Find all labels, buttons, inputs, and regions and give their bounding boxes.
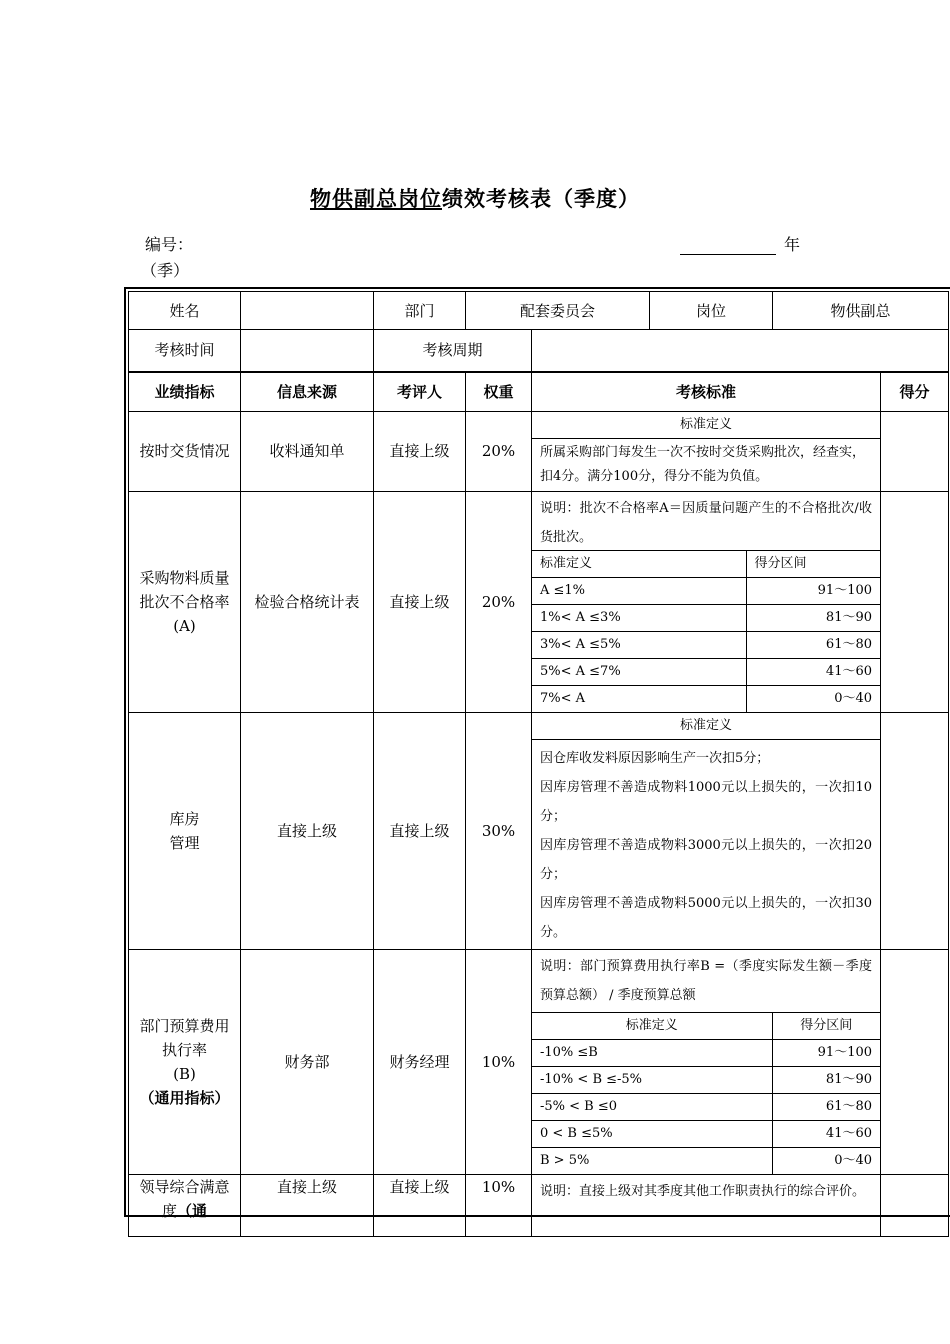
std-note: 说明：直接上级对其季度其他工作职责执行的综合评价。 — [540, 1183, 866, 1199]
header-indicator: 业绩指标 — [129, 372, 241, 412]
post-value: 物供副总 — [773, 292, 949, 330]
grade-range: 61～80 — [772, 1093, 880, 1120]
appraisal-table — [128, 291, 949, 1237]
grade-range: 61～80 — [746, 631, 880, 658]
grade-def: -5% < B ≤0 — [532, 1093, 772, 1120]
indicator-text: 领导综合满意度 — [139, 1177, 230, 1220]
evaluator-cell: 直接上级 — [374, 712, 466, 949]
standard-cell — [532, 411, 881, 491]
time-label: 考核时间 — [129, 330, 241, 372]
grade-def: A ≤1% — [532, 577, 746, 604]
weight-cell: 20% — [466, 491, 532, 712]
grade-range: 0～40 — [772, 1147, 880, 1174]
std-line: 因库房管理不善造成物料5000元以上损失的，一次扣30分。 — [540, 895, 873, 940]
source-cell: 财务部 — [241, 949, 374, 1174]
title-underlined: 物供副总岗位 — [310, 186, 442, 211]
indicator-bold: （通用指标） — [139, 1088, 230, 1107]
std-line: 因库房管理不善造成物料1000元以上损失的，一次扣10分； — [540, 779, 873, 824]
page-title — [0, 183, 950, 213]
evaluator-cell: 直接上级 — [374, 1174, 466, 1236]
col-range: 得分区间 — [772, 1013, 880, 1040]
col-def: 标准定义 — [532, 1013, 772, 1040]
info-row-2 — [129, 330, 949, 372]
header-source: 信息来源 — [241, 372, 374, 412]
std-note: 说明：批次不合格率A＝因质量问题产生的不合格批次/收货批次。 — [532, 492, 880, 551]
title-rest: 绩效考核表（季度） — [442, 186, 640, 211]
indicator-bold: （通 — [177, 1201, 208, 1220]
info-row-1 — [129, 292, 949, 330]
standard-cell — [532, 1174, 881, 1236]
source-cell: 直接上级 — [241, 712, 374, 949]
dept-label: 部门 — [374, 292, 466, 330]
year-label: 年 — [784, 235, 801, 254]
grade-range: 81～90 — [746, 604, 880, 631]
std-line: 因仓库收发料原因影响生产一次扣5分； — [540, 750, 770, 766]
standard-cell — [532, 712, 881, 949]
std-head: 标准定义 — [680, 717, 733, 733]
header-score: 得分 — [881, 372, 949, 412]
evaluator-cell: 财务经理 — [374, 949, 466, 1174]
score-cell[interactable] — [881, 491, 949, 712]
source-cell: 直接上级 — [241, 1174, 374, 1236]
year-blank[interactable] — [680, 236, 776, 255]
table-row — [129, 491, 949, 712]
score-cell[interactable] — [881, 712, 949, 949]
indicator-text: 采购物料质量批次不合格率 — [139, 568, 230, 611]
dept-value: 配套委员会 — [466, 292, 650, 330]
name-field[interactable] — [241, 292, 374, 330]
season-label: （季） — [141, 261, 190, 280]
indicator-text-2: 管理 — [169, 833, 200, 852]
grade-range: 0～40 — [746, 685, 880, 712]
col-def: 标准定义 — [532, 551, 746, 578]
grade-range: 91～100 — [772, 1039, 880, 1066]
period-label: 考核周期 — [374, 330, 532, 372]
indicator-sub: (A) — [173, 616, 196, 635]
indicator-cell — [129, 1174, 241, 1236]
grade-def: 5%< A ≤7% — [532, 658, 746, 685]
grade-range: 91～100 — [746, 577, 880, 604]
period-field[interactable] — [532, 330, 949, 372]
grade-def: 0 < B ≤5% — [532, 1120, 772, 1147]
indicator-cell: 按时交货情况 — [129, 411, 241, 491]
score-cell[interactable] — [881, 411, 949, 491]
table-row — [129, 1174, 949, 1236]
standard-cell — [532, 491, 881, 712]
std-line: 因库房管理不善造成物料3000元以上损失的，一次扣20分； — [540, 837, 873, 882]
header-standard: 考核标准 — [532, 372, 881, 412]
table-row — [129, 949, 949, 1174]
col-range: 得分区间 — [746, 551, 880, 578]
header-evaluator: 考评人 — [374, 372, 466, 412]
year-field — [680, 232, 800, 255]
grade-def: 7%< A — [540, 690, 586, 706]
indicator-cell — [129, 491, 241, 712]
weight-cell: 10% — [466, 1174, 532, 1236]
grade-range: 41～60 — [772, 1120, 880, 1147]
header-row — [129, 372, 949, 412]
indicator-sub: (B) — [173, 1064, 196, 1083]
grade-def: 1%< A ≤3% — [532, 604, 746, 631]
std-head: 标准定义 — [532, 412, 880, 439]
grade-def: B > 5% — [540, 1152, 590, 1168]
evaluator-cell: 直接上级 — [374, 491, 466, 712]
table-row — [129, 411, 949, 491]
grade-range: 41～60 — [746, 658, 880, 685]
time-field[interactable] — [241, 330, 374, 372]
header-weight: 权重 — [466, 372, 532, 412]
grade-range: 81～90 — [772, 1066, 880, 1093]
weight-cell: 10% — [466, 949, 532, 1174]
name-label: 姓名 — [129, 292, 241, 330]
source-cell: 收料通知单 — [241, 411, 374, 491]
grade-def: 3%< A ≤5% — [532, 631, 746, 658]
source-cell: 检验合格统计表 — [241, 491, 374, 712]
indicator-cell — [129, 949, 241, 1174]
standard-cell — [532, 949, 881, 1174]
weight-cell: 30% — [466, 712, 532, 949]
score-cell[interactable] — [881, 949, 949, 1174]
score-cell[interactable] — [881, 1174, 949, 1236]
number-label: 编号： — [145, 235, 194, 254]
weight-cell: 20% — [466, 411, 532, 491]
indicator-text: 库房 — [169, 809, 200, 828]
post-label: 岗位 — [650, 292, 773, 330]
grade-def: -10% ≤B — [532, 1039, 772, 1066]
indicator-cell — [129, 712, 241, 949]
std-text: 所属采购部门每发生一次不按时交货采购批次，经查实，扣4分。满分100分，得分不能为负值。 — [540, 444, 866, 484]
evaluator-cell: 直接上级 — [374, 411, 466, 491]
grade-def: -10% < B ≤-5% — [532, 1066, 772, 1093]
indicator-text: 部门预算费用执行率 — [139, 1016, 230, 1059]
std-note: 说明：部门预算费用执行率B =（季度实际发生额－季度预算总额） / 季度预算总额 — [532, 950, 880, 1013]
table-row — [129, 712, 949, 949]
